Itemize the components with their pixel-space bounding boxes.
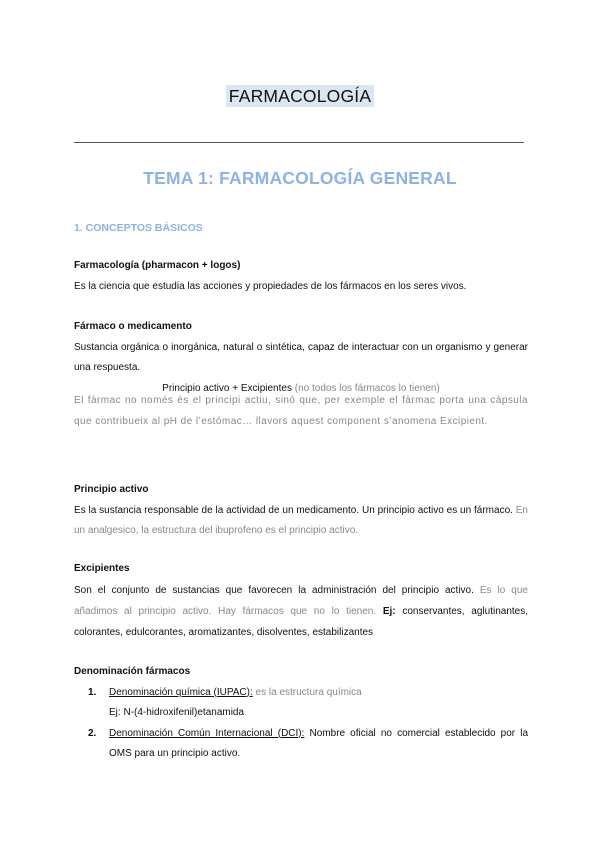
- definition-excipientes: [74, 559, 528, 643]
- term-principio-activo: Principio activo: [74, 484, 149, 495]
- list-item: [74, 724, 528, 765]
- definition-farmacologia: [74, 256, 528, 297]
- excipientes-example: conservantes, aglutinantes, colorantes, edulcorantes, aromatizantes, disolventes, estabilizantes: [74, 605, 528, 638]
- list-item-text: Nombre oficial no comercial establecido por la OMS para un principio activo.: [109, 727, 529, 759]
- term-farmacologia: Farmacología (pharmacon + logos): [74, 260, 241, 271]
- list-item-example: Ej: N-(4-hidroxifenil)etanamida: [109, 707, 245, 718]
- excipientes-paragraph: [74, 580, 528, 643]
- definition-farmacologia-text: Es la ciencia que estudia las acciones y propiedades de los fármacos en los seres vivos.: [74, 280, 467, 292]
- list-item-number: 1.: [88, 686, 97, 698]
- topic-heading: TEMA 1: FARMACOLOGÍA GENERAL: [143, 168, 457, 188]
- list-item-text: es la estructura química: [255, 686, 362, 698]
- definition-denominacion: [74, 662, 528, 765]
- list-item-label: Denominación química (IUPAC):: [109, 686, 253, 698]
- farmaco-formula: Principio activo + Excipientes: [162, 382, 292, 394]
- definition-farmaco-text: Sustancia orgánica o inorgánica, natural o sintética, capaz de interactuar con un organismo y generar una respuesta.: [74, 341, 528, 373]
- catalan-note: El fàrmac no només és el principi actiu, sinó que, per exemple el fàrmac porta una càpsula que contribueix al pH de l’estómac… llavors aquest component s’anomena Excipient.: [74, 395, 528, 427]
- term-farmaco: Fármaco o medicamento: [74, 321, 192, 332]
- definition-principio-activo: [74, 480, 528, 542]
- excipientes-definition: Son el conjunto de sustancias que favorecen la administración del principio activo.: [74, 584, 474, 596]
- list-item: [74, 683, 528, 724]
- section-heading: 1. CONCEPTOS BÁSICOS: [74, 222, 203, 234]
- principio-activo-definition: Es la sustancia responsable de la actividad de un medicamento. Un principio activo es un fármaco.: [74, 504, 513, 516]
- term-denominacion: Denominación fármacos: [74, 666, 191, 677]
- document-title-text: FARMACOLOGÍA: [226, 85, 374, 107]
- term-excipientes: Excipientes: [74, 563, 130, 574]
- farmaco-formula-note: (no todos los fármacos lo tienen): [294, 382, 440, 394]
- title-divider: [74, 142, 524, 143]
- excipientes-note: Es lo que añadimos al principio activo. Hay fármacos que no lo tienen.: [74, 584, 528, 617]
- list-item-number: 2.: [88, 727, 97, 739]
- denominacion-list: [74, 683, 528, 765]
- definition-farmaco: [74, 317, 528, 399]
- principio-activo-paragraph: [74, 501, 528, 542]
- list-item-paragraph: [109, 724, 528, 765]
- principio-activo-example: En un analgesico, la estructura del ibuprofeno es el principio activo.: [74, 504, 528, 536]
- excipientes-example-label: Ej:: [382, 605, 396, 617]
- document-title: [0, 86, 600, 107]
- list-item-label: Denominación Común Internacional (DCI):: [109, 727, 305, 739]
